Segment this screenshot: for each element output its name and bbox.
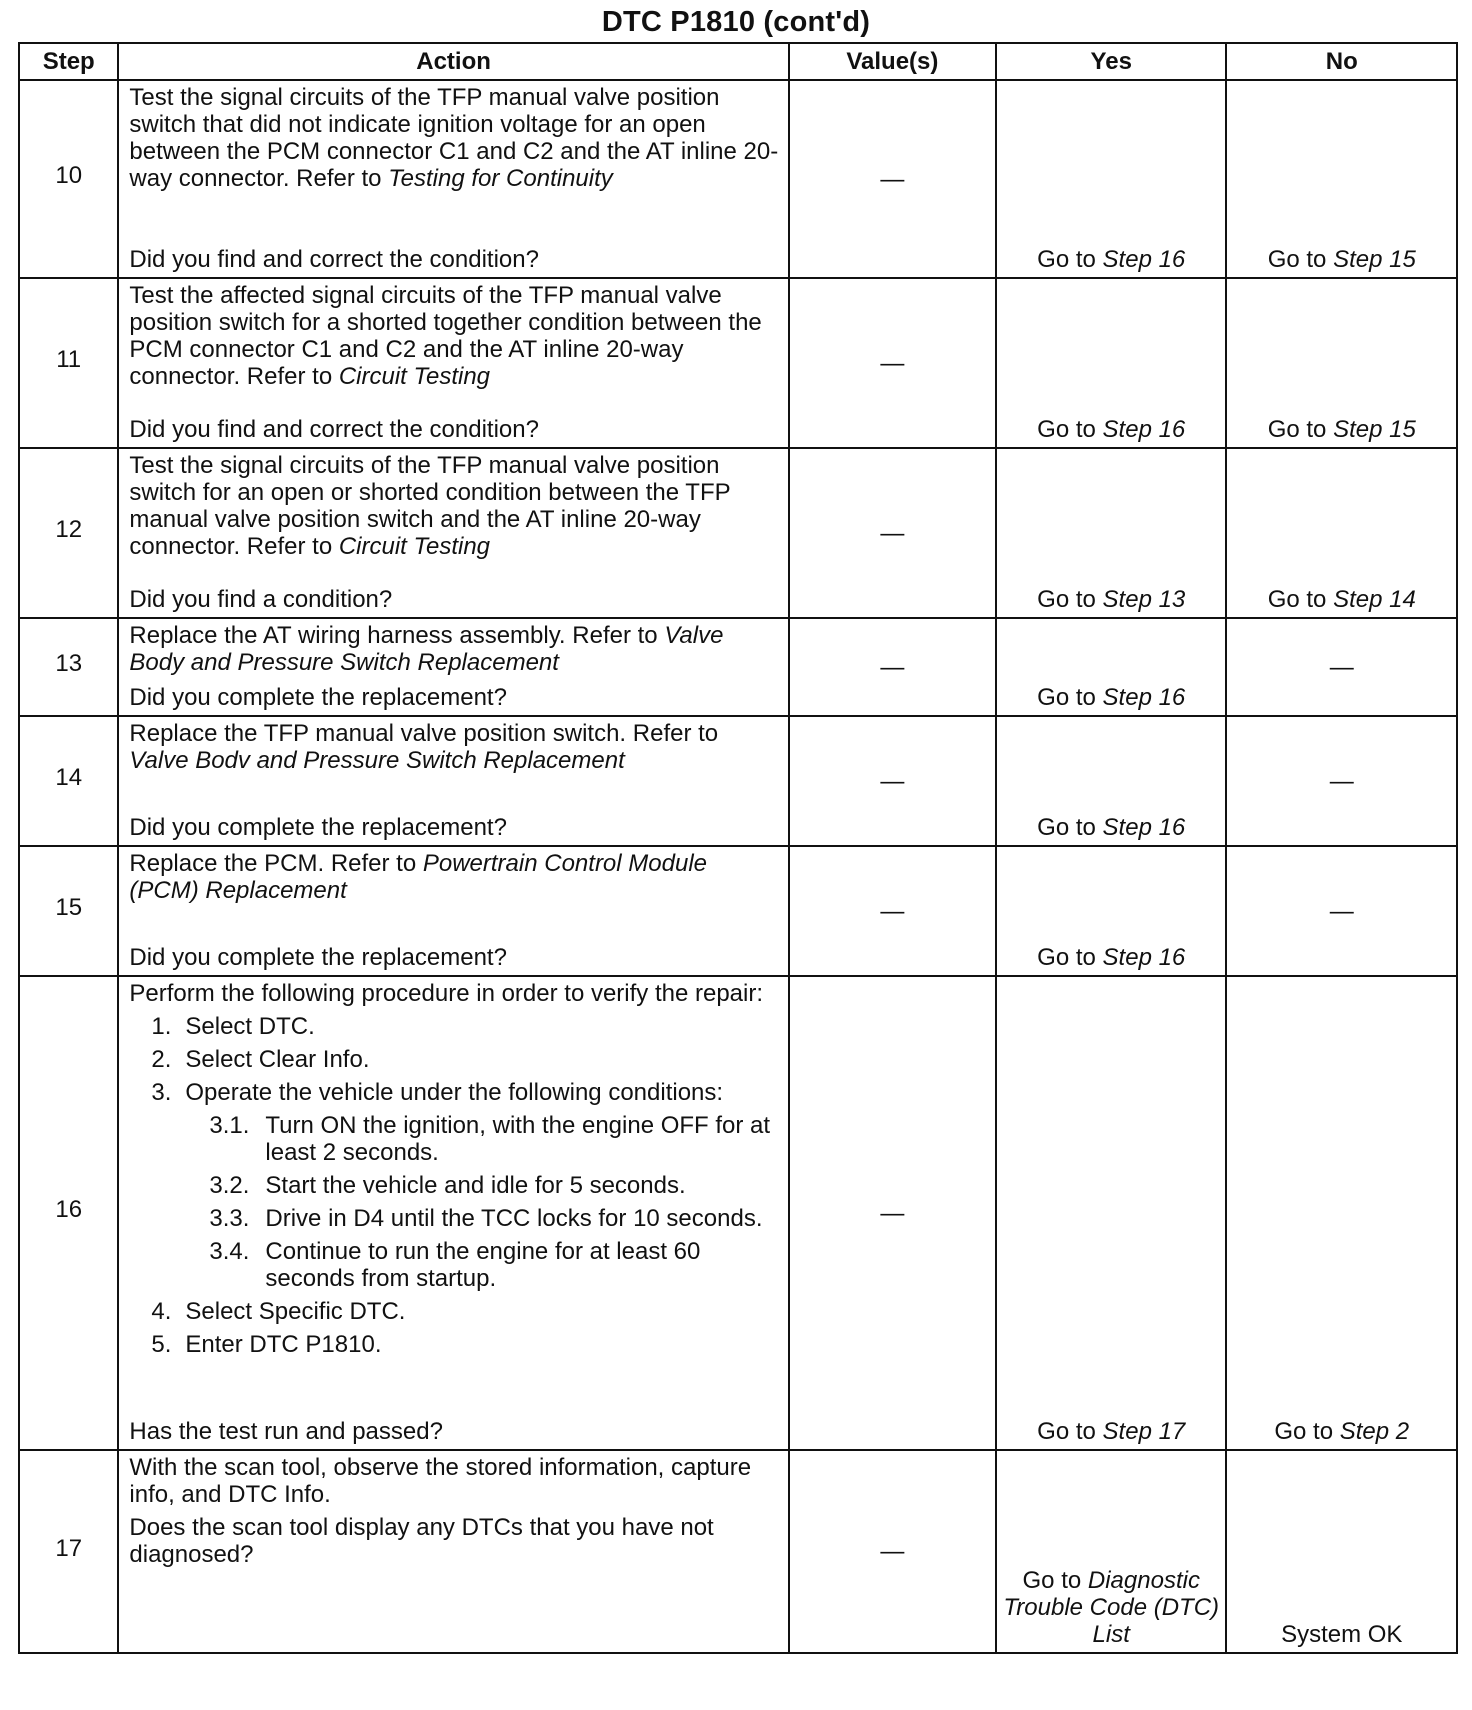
value-cell: — bbox=[789, 278, 996, 448]
yes-cell: Go to Step 16 bbox=[996, 618, 1227, 716]
yes-cell: Go to Diagnostic Trouble Code (DTC) List bbox=[996, 1450, 1227, 1653]
action-cell bbox=[118, 278, 788, 448]
action-text: Test the signal circuits of the TFP manual valve position switch for an open or shorted condition between the TFP manual valve position switch and the AT inline 20-way connector. Refer to Circuit Testing bbox=[129, 452, 731, 560]
table-row bbox=[19, 1450, 1457, 1653]
value-cell: — bbox=[789, 618, 996, 716]
no-cell: System OK bbox=[1226, 1450, 1457, 1653]
action-question: Does the scan tool display any DTCs that you have not diagnosed? bbox=[129, 1514, 714, 1568]
list-item: 4. Select Specific DTC. bbox=[151, 1298, 406, 1325]
action-question: Has the test run and passed? bbox=[129, 1418, 443, 1445]
step-number: 17 bbox=[19, 1450, 118, 1653]
header-no: No bbox=[1226, 43, 1457, 80]
list-item: 3.4. Continue to run the engine for at least 60 seconds from startup. bbox=[209, 1238, 701, 1292]
no-cell: — bbox=[1226, 716, 1457, 846]
table-row bbox=[19, 976, 1457, 1450]
action-cell bbox=[118, 618, 788, 716]
procedure-list bbox=[129, 1013, 781, 1358]
action-cell bbox=[118, 976, 788, 1450]
reference-link: Circuit Testing bbox=[338, 363, 491, 390]
reference-link: Circuit Testing bbox=[338, 533, 491, 560]
value-cell: — bbox=[789, 80, 996, 278]
action-text: Perform the following procedure in order to verify the repair: bbox=[129, 980, 764, 1007]
list-item: 1. Select DTC. bbox=[151, 1013, 315, 1040]
reference-link: Valve Bodv and Pressure Switch Replacement bbox=[129, 747, 625, 774]
value-cell: — bbox=[789, 448, 996, 618]
yes-cell: Go to Step 16 bbox=[996, 278, 1227, 448]
action-text: Replace the TFP manual valve position switch. Refer to Valve Bodv and Pressure Switch Replacement bbox=[129, 720, 719, 774]
step-number: 12 bbox=[19, 448, 118, 618]
action-text: Test the affected signal circuits of the TFP manual valve position switch for a shorted together condition between the PCM connector C1 and C2 and the AT inline 20-way connector. Refer to Circuit Testing bbox=[129, 282, 762, 390]
no-cell: — bbox=[1226, 618, 1457, 716]
list-item: 5. Enter DTC P1810. bbox=[151, 1331, 382, 1358]
yes-cell: Go to Step 17 bbox=[996, 976, 1227, 1450]
header-action: Action bbox=[118, 43, 788, 80]
yes-cell: Go to Step 16 bbox=[996, 716, 1227, 846]
no-cell: Go to Step 14 bbox=[1226, 448, 1457, 618]
yes-cell: Go to Step 13 bbox=[996, 448, 1227, 618]
action-cell bbox=[118, 716, 788, 846]
header-yes: Yes bbox=[996, 43, 1227, 80]
dtc-table bbox=[18, 42, 1458, 1654]
step-number: 14 bbox=[19, 716, 118, 846]
value-cell: — bbox=[789, 846, 996, 976]
action-question: Did you find and correct the condition? bbox=[129, 416, 539, 443]
action-cell bbox=[118, 846, 788, 976]
action-question: Did you find and correct the condition? bbox=[129, 246, 539, 273]
no-cell: — bbox=[1226, 846, 1457, 976]
value-cell: — bbox=[789, 716, 996, 846]
step-number: 10 bbox=[19, 80, 118, 278]
action-question: Did you find a condition? bbox=[129, 586, 393, 613]
step-number: 16 bbox=[19, 976, 118, 1450]
header-values: Value(s) bbox=[789, 43, 996, 80]
reference-link: Valve Body and Pressure Switch Replacement bbox=[129, 622, 724, 676]
action-text: Test the signal circuits of the TFP manual valve position switch that did not indicate ignition voltage for an open between the PCM connector C1 and C2 and the AT inline 20-way connector. Refer to Testing for Continuity bbox=[129, 84, 779, 192]
reference-link: Powertrain Control Module (PCM) Replacement bbox=[129, 850, 707, 904]
yes-cell: Go to Step 16 bbox=[996, 80, 1227, 278]
no-cell: Go to Step 15 bbox=[1226, 80, 1457, 278]
table-row bbox=[19, 448, 1457, 618]
step-number: 13 bbox=[19, 618, 118, 716]
step-number: 15 bbox=[19, 846, 118, 976]
list-item: 3.1. Turn ON the ignition, with the engine OFF for at least 2 seconds. bbox=[209, 1112, 771, 1166]
action-text: Replace the PCM. Refer to Powertrain Control Module (PCM) Replacement bbox=[129, 850, 707, 904]
table-row bbox=[19, 278, 1457, 448]
action-cell bbox=[118, 1450, 788, 1653]
action-text: With the scan tool, observe the stored information, capture info, and DTC Info. bbox=[129, 1454, 752, 1508]
table-row bbox=[19, 716, 1457, 846]
table-row bbox=[19, 846, 1457, 976]
reference-link: Testing for Continuity bbox=[388, 165, 613, 192]
list-item: 3. Operate the vehicle under the following conditions: bbox=[151, 1079, 724, 1106]
header-row bbox=[19, 43, 1457, 80]
page-title: DTC P1810 (cont'd) bbox=[601, 6, 871, 38]
action-cell bbox=[118, 80, 788, 278]
list-item: 2. Select Clear Info. bbox=[151, 1046, 370, 1073]
value-cell: — bbox=[789, 976, 996, 1450]
action-question: Did you complete the replacement? bbox=[129, 684, 507, 711]
value-cell: — bbox=[789, 1450, 996, 1653]
action-text: Replace the AT wiring harness assembly. Refer to Valve Body and Pressure Switch Replacement bbox=[129, 622, 724, 676]
list-item: 3.3. Drive in D4 until the TCC locks for 10 seconds. bbox=[209, 1205, 763, 1232]
table-row bbox=[19, 80, 1457, 278]
action-question: Did you complete the replacement? bbox=[129, 944, 507, 971]
no-cell: Go to Step 2 bbox=[1226, 976, 1457, 1450]
list-item: 3.2. Start the vehicle and idle for 5 seconds. bbox=[209, 1172, 686, 1199]
action-question: Did you complete the replacement? bbox=[129, 814, 507, 841]
header-step: Step bbox=[19, 43, 118, 80]
action-cell bbox=[118, 448, 788, 618]
yes-cell: Go to Step 16 bbox=[996, 846, 1227, 976]
no-cell: Go to Step 15 bbox=[1226, 278, 1457, 448]
step-number: 11 bbox=[19, 278, 118, 448]
table-row bbox=[19, 618, 1457, 716]
